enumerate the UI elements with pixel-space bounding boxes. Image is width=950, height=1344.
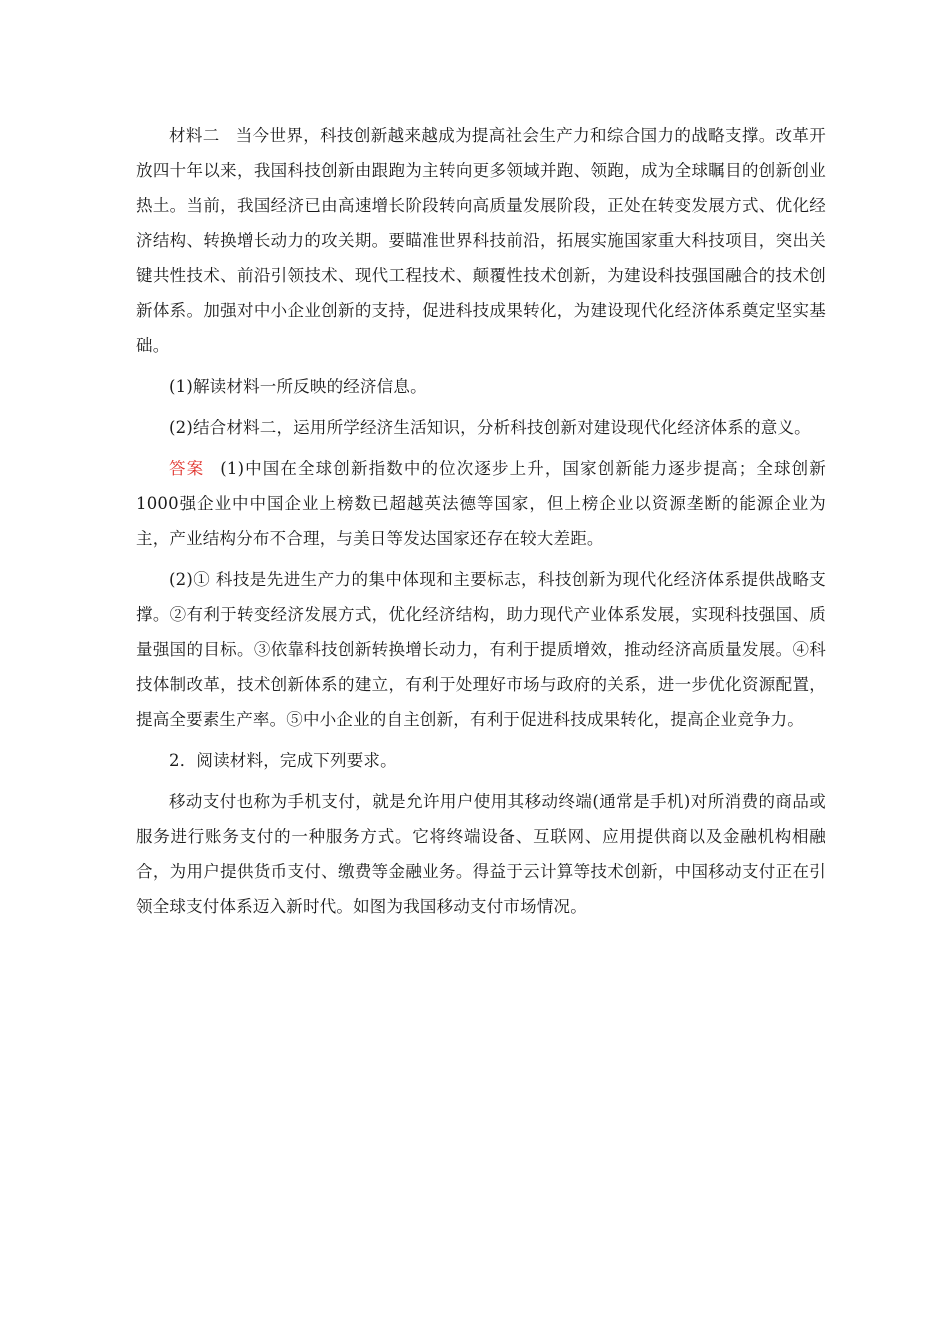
question-2-title: 2．阅读材料，完成下列要求。 (169, 751, 397, 770)
answer-part-1 (136, 451, 826, 556)
material-two-text: 当今世界，科技创新越来越成为提高社会生产力和综合国力的战略支撑。改革开放四十年以来，我国科技创新由跟跑为主转向更多领域并跑、领跑，成为全球瞩目的创新创业热土。当前，我国经济已由高速增长阶段转向高质量发展阶段，正处在转变发展方式、优化经济结构、转换增长动力的攻关期。要瞄准世界科技前沿，拓展实施国家重大科技项目，突出关键共性技术、前沿引领技术、现代工程技术、颠覆性技术创新，为建设科技强国融合的技术创新体系。加强对中小企业创新的支持，促进科技成果转化，为建设现代化经济体系奠定坚实基础。 (136, 126, 826, 355)
document-page (136, 118, 826, 930)
material-two-paragraph (136, 118, 826, 363)
answer-part-2: (2)① 科技是先进生产力的集中体现和主要标志，科技创新为现代化经济体系提供战略支撑。②有利于转变经济发展方式，优化经济结构，助力现代产业体系发展，实现科技强国、质量强国的目标。③依靠科技创新转换增长动力，有利于提质增效，推动经济高质量发展。④科技体制改革，技术创新体系的建立，有利于处理好市场与政府的关系，进一步优化资源配置，提高全要素生产率。⑤中小企业的自主创新，有利于促进科技成果转化，提高企业竞争力。 (136, 570, 826, 729)
question-1: (1)解读材料一所反映的经济信息。 (169, 377, 427, 396)
question-2: (2)结合材料二，运用所学经济生活知识，分析科技创新对建设现代化经济体系的意义。 (169, 418, 811, 437)
answer-label: 答案 (169, 459, 205, 478)
question-2-material: 移动支付也称为手机支付，就是允许用户使用其移动终端(通常是手机)对所消费的商品或服务进行账务支付的一种服务方式。它将终端设备、互联网、应用提供商以及金融机构相融合，为用户提供货币支付、缴费等金融业务。得益于云计算等技术创新，中国移动支付正在引领全球支付体系迈入新时代。如图为我国移动支付市场情况。 (136, 792, 826, 916)
answer-part-1-text: (1)中国在全球创新指数中的位次逐步上升，国家创新能力逐步提高；全球创新1000强企业中中国企业上榜数已超越英法德等国家，但上榜企业以资源垄断的能源企业为主，产业结构分布不合理，与美日等发达国家还存在较大差距。 (136, 459, 826, 548)
material-two-label: 材料二 (169, 126, 220, 145)
